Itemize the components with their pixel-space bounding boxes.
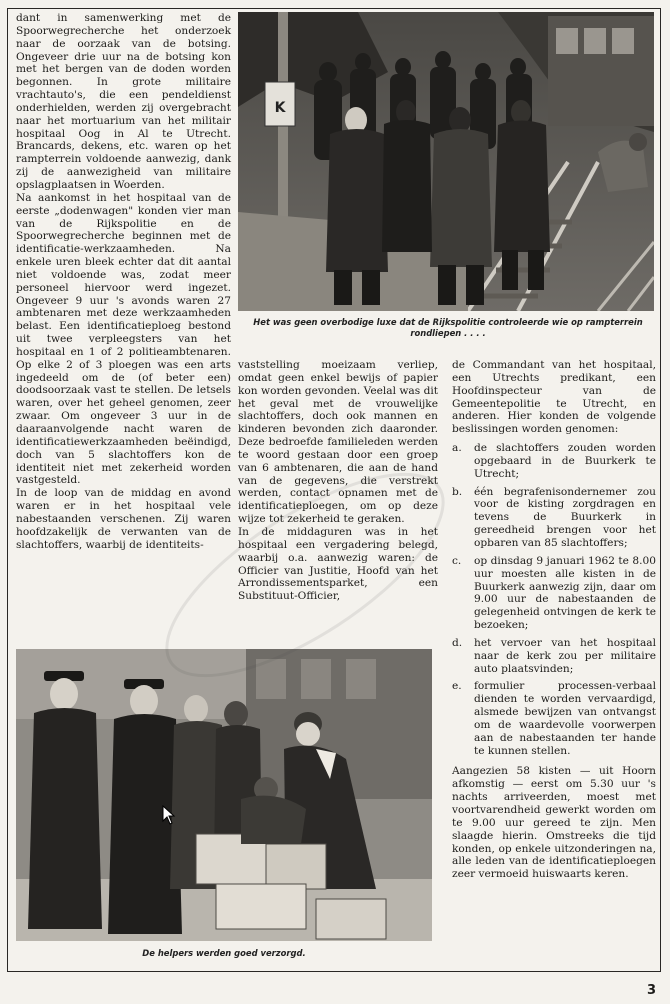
list-item bbox=[452, 680, 656, 757]
photo-crowd-illustration bbox=[238, 12, 654, 311]
photo1-caption: Het was geen overbodige luxe dat de Rijkspolitie controleerde wie op rampterrein rondliepen . . . . bbox=[253, 317, 643, 338]
mouse-cursor-icon bbox=[162, 805, 176, 829]
text-column-3 bbox=[452, 359, 656, 881]
list-item-text: de slachtoffers zouden worden opgebaard in de Buurkerk te Utrecht; bbox=[474, 442, 656, 480]
decisions-list bbox=[452, 442, 656, 757]
list-marker: b. bbox=[452, 485, 463, 498]
paragraph: de Commandant van het hospitaal, een Utrechts predikant, een Hoofdinspecteur van de Gemeentepolitie te Utrecht, en anderen. Hier konden de volgende beslissingen worden genomen: bbox=[452, 359, 656, 436]
list-item bbox=[452, 486, 656, 550]
list-item bbox=[452, 637, 656, 676]
paragraph: In de middaguren was in het hospitaal een vergadering belegd, waarbij o.a. aanwezig waren: de Officier van Justitie, Hoofd van het Arrondissementsparket, een Substituut-Officier, bbox=[238, 525, 438, 603]
text-column-1 bbox=[16, 12, 231, 551]
list-item bbox=[452, 442, 656, 481]
list-item-text: één begrafenisondernemer zou voor de kisting zorgdragen en tevens de Buurkerk in gereedheid brengen voor het opbaren van 85 slachtoffers; bbox=[474, 485, 656, 549]
paragraph: In de loop van de middag en avond waren er in het hospitaal vele nabestaanden verschenen. Zij waren hoofdzakelijk de verwanten van de slachtoffers, waarbij de identiteits- bbox=[16, 487, 231, 551]
paragraph: Aangezien 58 kisten — uit Hoorn afkomstig — eerst om 5.30 uur 's nachts arriveerden, moest met voortvarendheid gewerkt worden om te 9.00 uur gereed te zijn. Men slaagde hierin. Omstreeks die tijd konden, op enkele uitzonderingen na, alle leden van de identificatieploegen zeer vermoeid huiswaarts keren. bbox=[452, 765, 656, 881]
list-item bbox=[452, 555, 656, 632]
list-marker: c. bbox=[452, 554, 462, 567]
photo2-caption: De helpers werden goed verzorgd. bbox=[142, 948, 306, 958]
list-item-text: op dinsdag 9 januari 1962 te 8.00 uur moesten alle kisten in de Buurkerk aanwezig zijn, daar om 9.00 uur de nabestaanden de gelegenheid ontvingen de kerk te bezoeken; bbox=[474, 554, 656, 632]
list-item-text: formulier processen-verbaal dienden te worden vervaardigd, alsmede bewijzen van ontvangst om de waardevolle voorwerpen aan de nabestaanden ter hande te kunnen stellen. bbox=[474, 680, 656, 757]
paragraph: dant in samenwerking met de Spoorwegrecherche het onderzoek naar de oorzaak van de botsing. Ongeveer drie uur na de botsing kon met het bergen van de doden worden begonnen. In grote militaire vrachtauto's, die een pendeldienst onderhielden, werden zij overgebracht naar het mortuarium van het militair hospitaal Oog in Al te Utrecht. Brancards, dekens, etc. waren op het rampterrein voldoende aanwezig, dank zij de aanwezigheid van militaire opslagplaatsen in Woerden. bbox=[16, 12, 231, 191]
sign-letter: K bbox=[274, 100, 286, 116]
paragraph: vaststelling moeizaam verliep, omdat geen enkel bewijs of papier kon worden gevonden. Veelal was dit het geval met de vrouwelijke slachtoffers, doch ook mannen en kinderen bevonden zich daaronder. Deze bedroefde familieleden werden te woord gestaan door een groep van 6 ambtenaren, die aan de hand van de gegevens, die verstrekt werden, contact opnamen met de identificatieploegen, om op deze wijze tot zekerheid te geraken. bbox=[238, 359, 438, 526]
list-marker: e. bbox=[452, 680, 462, 693]
list-marker: d. bbox=[452, 636, 463, 649]
paragraph: Na aankomst in het hospitaal van de eerste „dodenwagen" konden vier man van de Rijkspolitie en de Spoorwegrecherche beginnen met de identificatie-werkzaamheden. Na enkele uren bleek echter dat dit aantal niet voldoende was, zodat meer personeel hiervoor werd ingezet. Ongeveer 9 uur 's avonds waren 27 ambtenaren met deze werkzaamheden belast. Een identificatieploeg bestond uit twee verpleegsters van het hospitaal en 1 of 2 politieambtenaren. Op elke 2 of 3 ploegen was een arts ingedeeld om de (of beter een) doodsoorzaak vast te stellen. De letsels waren, over het geheel genomen, zeer zwaar. Om ongeveer 3 uur in de daaraanvolgende nacht waren de identificatiewerkzaamheden beëindigd, doch van 5 slachtoffers kon de identiteit niet met zekerheid worden vastgesteld. bbox=[16, 191, 231, 487]
photo-crowd-at-rampterrein bbox=[238, 12, 654, 311]
list-marker: a. bbox=[452, 442, 462, 455]
list-item-text: het vervoer van het hospitaal naar de kerk zou per militaire auto plaatsvinden; bbox=[474, 636, 656, 675]
page-number: 3 bbox=[646, 983, 656, 998]
